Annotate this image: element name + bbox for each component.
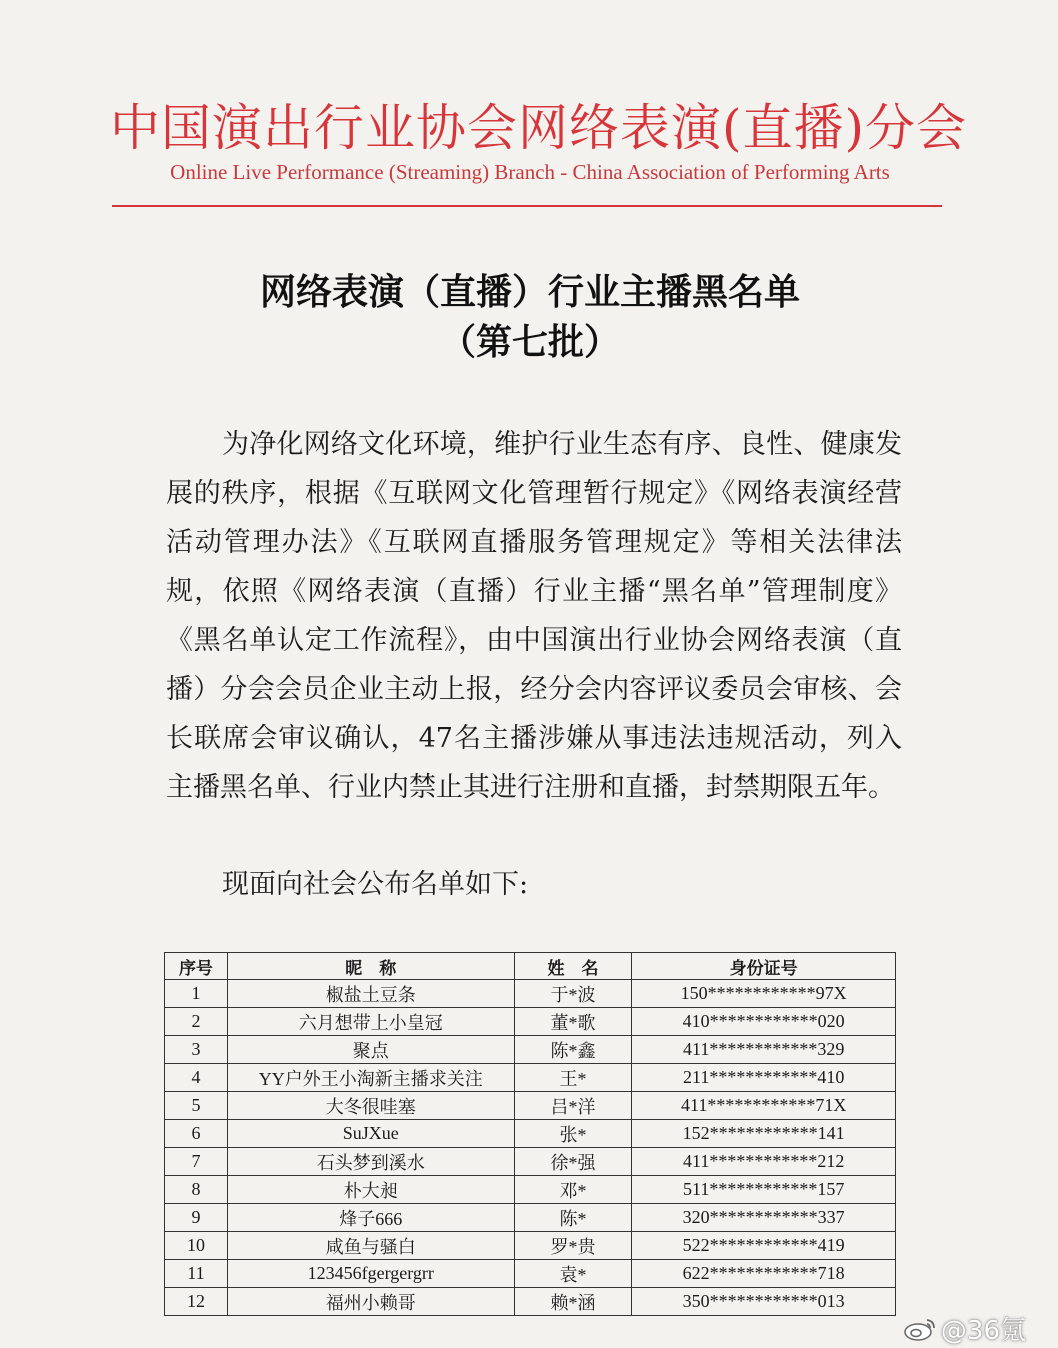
row-nickname: 椒盐土豆条 — [227, 980, 514, 1008]
table-row — [165, 1092, 896, 1120]
weibo-icon — [903, 1316, 937, 1342]
row-name: 陈* — [514, 1204, 632, 1232]
row-nickname: 朴大昶 — [227, 1176, 514, 1204]
row-index: 8 — [165, 1176, 228, 1204]
row-id-number: 411************212 — [632, 1148, 896, 1176]
row-index: 4 — [165, 1064, 228, 1092]
row-id-number: 522************419 — [632, 1232, 896, 1260]
row-id-number: 320************337 — [632, 1204, 896, 1232]
watermark-text: @36氪 — [940, 1316, 1026, 1346]
row-name: 赖*涵 — [514, 1288, 632, 1316]
row-id-number: 622************718 — [632, 1260, 896, 1288]
table-header-row — [165, 953, 896, 980]
row-name: 张* — [514, 1120, 632, 1148]
row-name: 于*波 — [514, 980, 632, 1008]
row-index: 11 — [165, 1260, 228, 1288]
row-name: 袁* — [514, 1260, 632, 1288]
row-id-number: 411************329 — [632, 1036, 896, 1064]
row-id-number: 411************71X — [632, 1092, 896, 1120]
row-index: 3 — [165, 1036, 228, 1064]
row-nickname: 福州小赖哥 — [227, 1288, 514, 1316]
row-index: 1 — [165, 980, 228, 1008]
row-name: 邓* — [514, 1176, 632, 1204]
letterhead-org-name-en: Online Live Performance (Streaming) Branch - China Association of Performing Arts — [170, 160, 890, 184]
header-nickname: 昵 称 — [227, 953, 514, 980]
row-name: 吕*洋 — [514, 1092, 632, 1120]
body-paragraph: 为净化网络文化环境，维护行业生态有序、良性、健康发展的秩序，根据《互联网文化管理暂行规定》《网络表演经营活动管理办法》《互联网直播服务管理规定》等相关法律法规，依照《网络表演（直播）行业主播“黑名单”管理制度》《黑名单认定工作流程》，由中国演出行业协会网络表演（直播）分会会员企业主动上报，经分会内容评议委员会审核、会长联席会审议确认，47名主播涉嫌从事违法违规活动，列入主播黑名单、行业内禁止其进行注册和直播，封禁期限五年。 — [166, 429, 902, 803]
table-row — [165, 1036, 896, 1064]
table-row — [165, 1148, 896, 1176]
row-nickname: 大冬很哇塞 — [227, 1092, 514, 1120]
table-row — [165, 1008, 896, 1036]
row-index: 5 — [165, 1092, 228, 1120]
row-nickname: 123456fgergergrr — [227, 1260, 514, 1288]
row-index: 7 — [165, 1148, 228, 1176]
letterhead-divider — [112, 205, 942, 207]
row-index: 2 — [165, 1008, 228, 1036]
row-index: 10 — [165, 1232, 228, 1260]
row-nickname: 六月想带上小皇冠 — [227, 1008, 514, 1036]
table-row — [165, 1288, 896, 1316]
announcement-line: 现面向社会公布名单如下: — [222, 869, 529, 900]
row-index: 6 — [165, 1120, 228, 1148]
table-row — [165, 980, 896, 1008]
blacklist-table — [164, 952, 896, 1316]
table-row — [165, 1260, 896, 1288]
table-row — [165, 1204, 896, 1232]
header-id-number: 身份证号 — [632, 953, 896, 980]
row-nickname: 咸鱼与骚白 — [227, 1232, 514, 1260]
row-id-number: 211************410 — [632, 1064, 896, 1092]
table-row — [165, 1176, 896, 1204]
row-nickname: 烽子666 — [227, 1204, 514, 1232]
row-id-number: 410************020 — [632, 1008, 896, 1036]
watermark — [903, 1310, 1026, 1347]
row-nickname: 聚点 — [227, 1036, 514, 1064]
letterhead-org-name-cn: 中国演出行业协会网络表演(直播)分会 — [110, 99, 968, 157]
header-name: 姓 名 — [514, 953, 632, 980]
table-row — [165, 1064, 896, 1092]
row-index: 9 — [165, 1204, 228, 1232]
row-name: 王* — [514, 1064, 632, 1092]
document-title: 网络表演（直播）行业主播黑名单 — [259, 272, 800, 313]
row-id-number: 150************97X — [632, 980, 896, 1008]
row-nickname: SuJXue — [227, 1120, 514, 1148]
row-name: 董*歌 — [514, 1008, 632, 1036]
row-index: 12 — [165, 1288, 228, 1316]
row-id-number: 152************141 — [632, 1120, 896, 1148]
row-name: 陈*鑫 — [514, 1036, 632, 1064]
row-name: 徐*强 — [514, 1148, 632, 1176]
document-batch-subtitle: （第七批） — [439, 322, 620, 363]
row-nickname: YY户外王小淘新主播求关注 — [227, 1064, 514, 1092]
row-id-number: 511************157 — [632, 1176, 896, 1204]
table-row — [165, 1120, 896, 1148]
table-row — [165, 1232, 896, 1260]
header-index: 序号 — [165, 953, 228, 980]
row-id-number: 350************013 — [632, 1288, 896, 1316]
row-nickname: 石头梦到溪水 — [227, 1148, 514, 1176]
row-name: 罗*贵 — [514, 1232, 632, 1260]
